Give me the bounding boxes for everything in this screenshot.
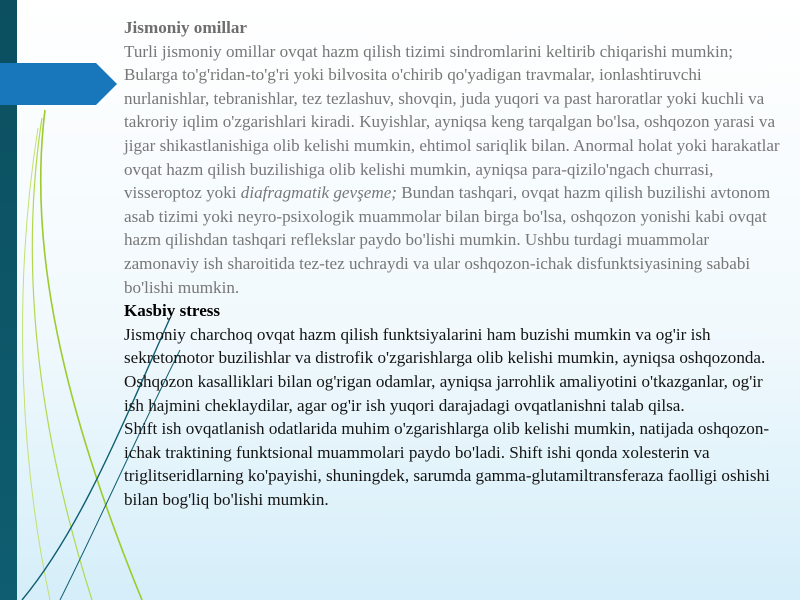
- text-content: [124, 16, 784, 511]
- right-arrow-tab-icon: [0, 63, 117, 105]
- paragraph-text-part2: Bundan tashqari, ovqat hazm qilish buzilishi avtonom asab tizimi yoki neyro-psixologik muammolar bilan birga bo'lsa, oshqozon yonishi kabi ovqat hazm qilishdan tashqari reflekslar paydo bo'lishi mumkin. Ushbu turdagi muammolar zamonaviy ish sharoitida tez-tez uchraydi va ular oshqozon-ichak disfunktsiyasining sababi bo'lishi mumkin.: [124, 183, 771, 297]
- paragraph-jismoniy-omillar: [124, 40, 784, 300]
- heading-jismoniy-omillar: Jismoniy omillar: [124, 18, 247, 37]
- paragraph-kasbiy-stress-2: Shift ish ovqatlanish odatlarida muhim o'zgarishlarga olib kelishi mumkin, natijada oshqozon-ichak traktining funktsional muammolari paydo bo'ladi. Shift ishi qonda xolesterin va triglitseridlarning ko'payishi, shuningdek, sarumda gamma-glutamiltransferaza faolligi oshishi bilan bog'liq bo'lishi mumkin.: [124, 419, 770, 509]
- heading-kasbiy-stress: Kasbiy stress: [124, 301, 221, 321]
- paragraph-italic-term: diafragmatik gevşeme;: [240, 183, 397, 203]
- paragraph-text-part1: Turli jismoniy omillar ovqat hazm qilish tizimi sindromlarini keltirib chiqarishi mumkin; Bularga to'g'ridan-to'g'ri yoki bilvosita o'chirib qo'yadigan travmalar, ionlashtiruvchi nurlanishlar, tebranishlar, tez tezlashuv, shovqin, juda yuqori va past haroratlar yoki kuchli va takroriy iqlim o'zgarishlari kiradi. Kuyishlar, ayniqsa keng tarqalgan bo'lsa, oshqozon yarasi va jigar shikastlanishiga olib kelishi mumkin, ehtimol sariqlik bilan. Anormal holat yoki harakatlar ovqat hazm qilish buzilishiga olib kelishi mumkin, ayniqsa para-qizilo'ngach churrasi, visseroptoz yoki: [124, 41, 780, 203]
- paragraph-kasbiy-stress-1: Jismoniy charchoq ovqat hazm qilish funktsiyalarini ham buzishi mumkin va og'ir ish sekretomotor buzilishlar va distrofik o'zgarishlarga olib kelishi mumkin, ayniqsa oshqozonda. Oshqozon kasalliklari bilan og'rigan odamlar, ayniqsa jarrohlik amaliyotini o'tkazganlar, og'ir ish hajmini cheklaydilar, agar og'ir ish yuqori darajadagi ovqatlanishni talab qilsa.: [124, 324, 766, 415]
